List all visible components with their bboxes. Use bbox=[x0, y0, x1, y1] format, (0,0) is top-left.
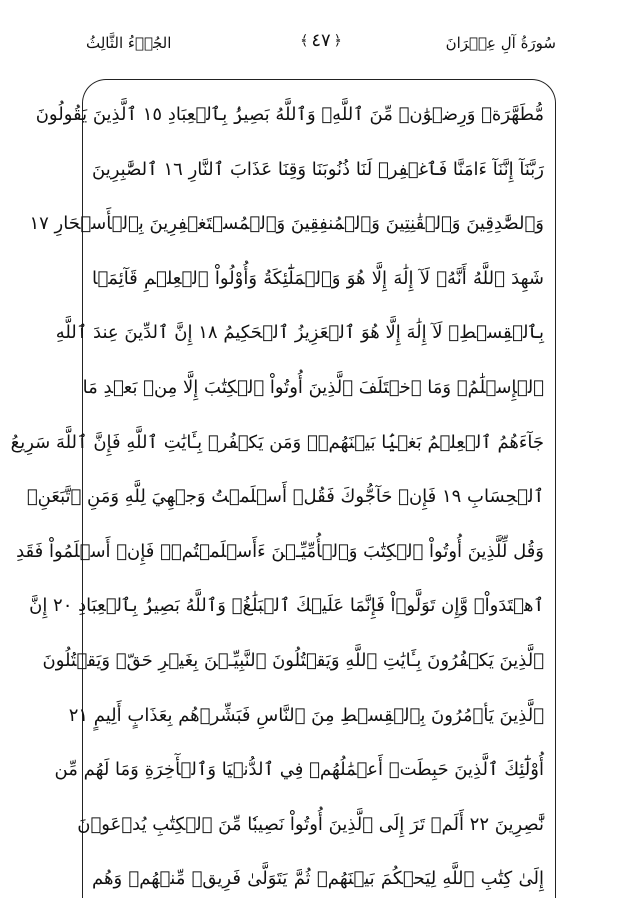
page-number-ornament-icon: ﴾ bbox=[300, 32, 309, 49]
page-header bbox=[84, 30, 558, 66]
text-line: ٱلَّذِينَ يَأۡمُرُونَ بِٱلۡقِسۡطِ مِنَ ٱلنَّاسِ فَبَشِّرۡهُم بِعَذَابٍ أَلِيمٍ ٢١ bbox=[68, 704, 544, 726]
quran-text-block bbox=[10, 88, 544, 907]
text-line: ٱلَّذِينَ يَكۡفُرُونَ بِـَٔايَٰتِ ٱللَّهِ وَيَقۡتُلُونَ ٱلنَّبِيِّـۧنَ بِغَيۡرِ حَقّٖ وَيَقۡتُلُونَ bbox=[42, 649, 544, 671]
text-line: إِلَىٰ كِتَٰبِ ٱللَّهِ لِيَحۡكُمَ بَيۡنَهُمۡ ثُمَّ يَتَوَلَّىٰ فَرِيقٞ مِّنۡهُمۡ وَهُم bbox=[92, 868, 544, 890]
text-line: بِٱلۡقِسۡطِۚ لَآ إِلَٰهَ إِلَّا هُوَ ٱلۡعَزِيزُ ٱلۡحَكِيمُ ١٨ إِنَّ ٱلدِّينَ عِندَ ٱللَّهِ bbox=[55, 322, 544, 344]
text-line: ٱلۡحِسَابِ ١٩ فَإِنۡ حَآجُّوكَ فَقُلۡ أَسۡلَمۡتُ وَجۡهِيَ لِلَّهِ وَمَنِ ٱتَّبَعَنِۗ bbox=[26, 486, 544, 508]
text-line: رَبَّنَآ إِنَّنَآ ءَامَنَّا فَٱغۡفِرۡ لَنَا ذُنُوبَنَا وَقِنَا عَذَابَ ٱلنَّارِ ١٦ ٱلصَّٰبِرِينَ bbox=[92, 158, 544, 180]
page-number-box bbox=[297, 30, 345, 51]
page-number: ٤٧ bbox=[311, 30, 331, 51]
text-line: جَآءَهُمُ ٱلۡعِلۡمُ بَغۡيَۢا بَيۡنَهُمۡۗ وَمَن يَكۡفُرۡ بِـَٔايَٰتِ ٱللَّهِ فَإِنَّ ٱللَّهَ سَرِيعُ bbox=[10, 431, 544, 453]
surah-name: سُورَةُ آلِ عِمۡرَانَ bbox=[445, 34, 556, 52]
text-line: مُّطَهَّرَةٞ وَرِضۡوَٰنٞ مِّنَ ٱللَّهِۗ وَٱللَّهُ بَصِيرُۢ بِٱلۡعِبَادِ ١٥ ٱلَّذِينَ يَقُولُونَ bbox=[35, 104, 544, 125]
text-line: ٱلۡإِسۡلَٰمُۗ وَمَا ٱخۡتَلَفَ ٱلَّذِينَ أُوتُواْ ٱلۡكِتَٰبَ إِلَّا مِنۢ بَعۡدِ مَا bbox=[82, 376, 544, 398]
text-line: وَقُل لِّلَّذِينَ أُوتُواْ ٱلۡكِتَٰبَ وَٱلۡأُمِّيِّـۧنَ ءَأَسۡلَمۡتُمۡۚ فَإِنۡ أَسۡلَمُواْ فَقَدِ bbox=[16, 540, 544, 562]
text-line: شَهِدَ ٱللَّهُ أَنَّهُۥ لَآ إِلَٰهَ إِلَّا هُوَ وَٱلۡمَلَٰٓئِكَةُ وَأُوْلُواْ ٱلۡعِلۡمِ قَآئِمَۢا bbox=[92, 267, 544, 289]
text-line: نَّٰصِرِينَ ٢٢ أَلَمۡ تَرَ إِلَى ٱلَّذِينَ أُوتُواْ نَصِيبٗا مِّنَ ٱلۡكِتَٰبِ يُدۡعَوۡنَ bbox=[77, 813, 544, 835]
text-line: أُوْلَٰٓئِكَ ٱلَّذِينَ حَبِطَتۡ أَعۡمَٰلُهُمۡ فِي ٱلدُّنۡيَا وَٱلۡأٓخِرَةِ وَمَا لَهُم مِّن bbox=[54, 759, 544, 781]
text-line: وَٱلصَّٰدِقِينَ وَٱلۡقَٰنِتِينَ وَٱلۡمُنفِقِينَ وَٱلۡمُسۡتَغۡفِرِينَ بِٱلۡأَسۡحَارِ ١٧ bbox=[29, 213, 544, 235]
juz-name: الجُزۡءُ الثَّالِثُ bbox=[86, 34, 172, 52]
text-line: ٱهۡتَدَواْۖ وَّإِن تَوَلَّوۡاْ فَإِنَّمَا عَلَيۡكَ ٱلۡبَلَٰغُۗ وَٱللَّهُ بَصِيرُۢ بِٱلۡعِبَادِ ٢٠ إِنَّ bbox=[29, 595, 544, 617]
page-number-ornament-icon: ﴿ bbox=[333, 32, 342, 49]
